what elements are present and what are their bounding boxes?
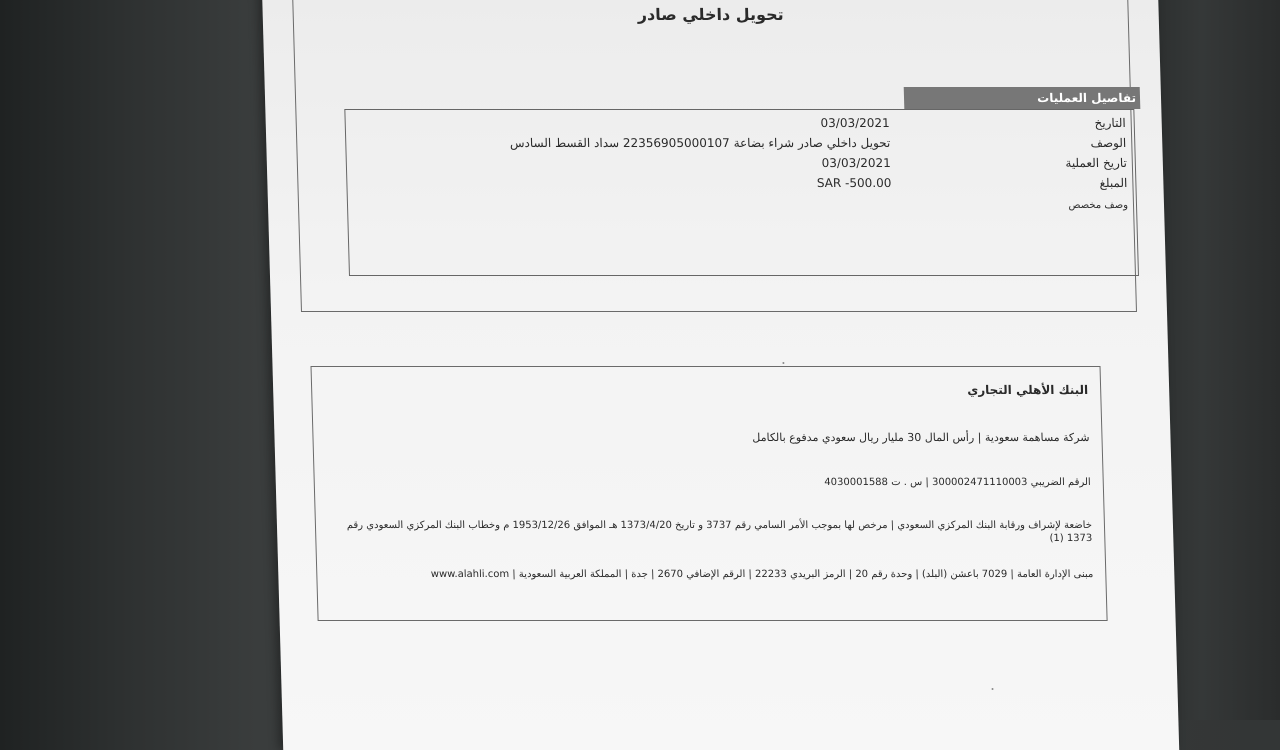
dust-speck <box>991 688 993 690</box>
transaction-date-label: تاريخ العملية <box>1065 156 1128 170</box>
bank-name: البنك الأهلي التجاري <box>967 383 1089 397</box>
amount-value: SAR -500.00 <box>816 176 892 190</box>
document-page <box>262 0 1179 750</box>
transaction-date-value: 03/03/2021 <box>821 156 892 170</box>
description-value: تحويل داخلي صادر شراء بضاعة 22356905000107 سداد القسط السادس <box>509 136 891 150</box>
dust-speck <box>782 362 784 364</box>
bank-regulation-info: خاضعة لإشراف ورقابة البنك المركزي السعودي | مرخص لها بموجب الأمر السامي رقم 3737 و تاريخ 1373/4/20 هـ الموافق 1953/12/26 م وخطاب البنك المركزي السعودي رقم 1373 (1) <box>346 520 1093 544</box>
bank-tax-info: الرقم الضريبي 300002471110003 | س . ت 4030001588 <box>824 477 1091 488</box>
transaction-details-box <box>344 109 1139 276</box>
date-label: التاريخ <box>1094 116 1126 130</box>
page-title: تحويل داخلي صادر <box>637 5 784 24</box>
description-label: الوصف <box>1090 136 1127 150</box>
bank-company-info: شركة مساهمة سعودية | رأس المال 30 مليار ريال سعودي مدفوع بالكامل <box>752 431 1090 444</box>
date-value: 03/03/2021 <box>820 116 890 130</box>
bank-footer-box <box>311 366 1108 621</box>
amount-label: المبلغ <box>1099 176 1128 190</box>
bank-address-info: مبنى الإدارة العامة | 7029 باعشن (البلد) | وحدة رقم 20 | الرمز البريدي 22233 | الرقم الإضافي 2670 | جدة | المملكة العربية السعودية | www.alahli.com <box>430 569 1094 580</box>
section-header-transaction-details: تفاصيل العمليات <box>904 87 1141 109</box>
transaction-frame <box>292 0 1137 312</box>
custom-description-label: وصف مخصص <box>1068 200 1129 211</box>
